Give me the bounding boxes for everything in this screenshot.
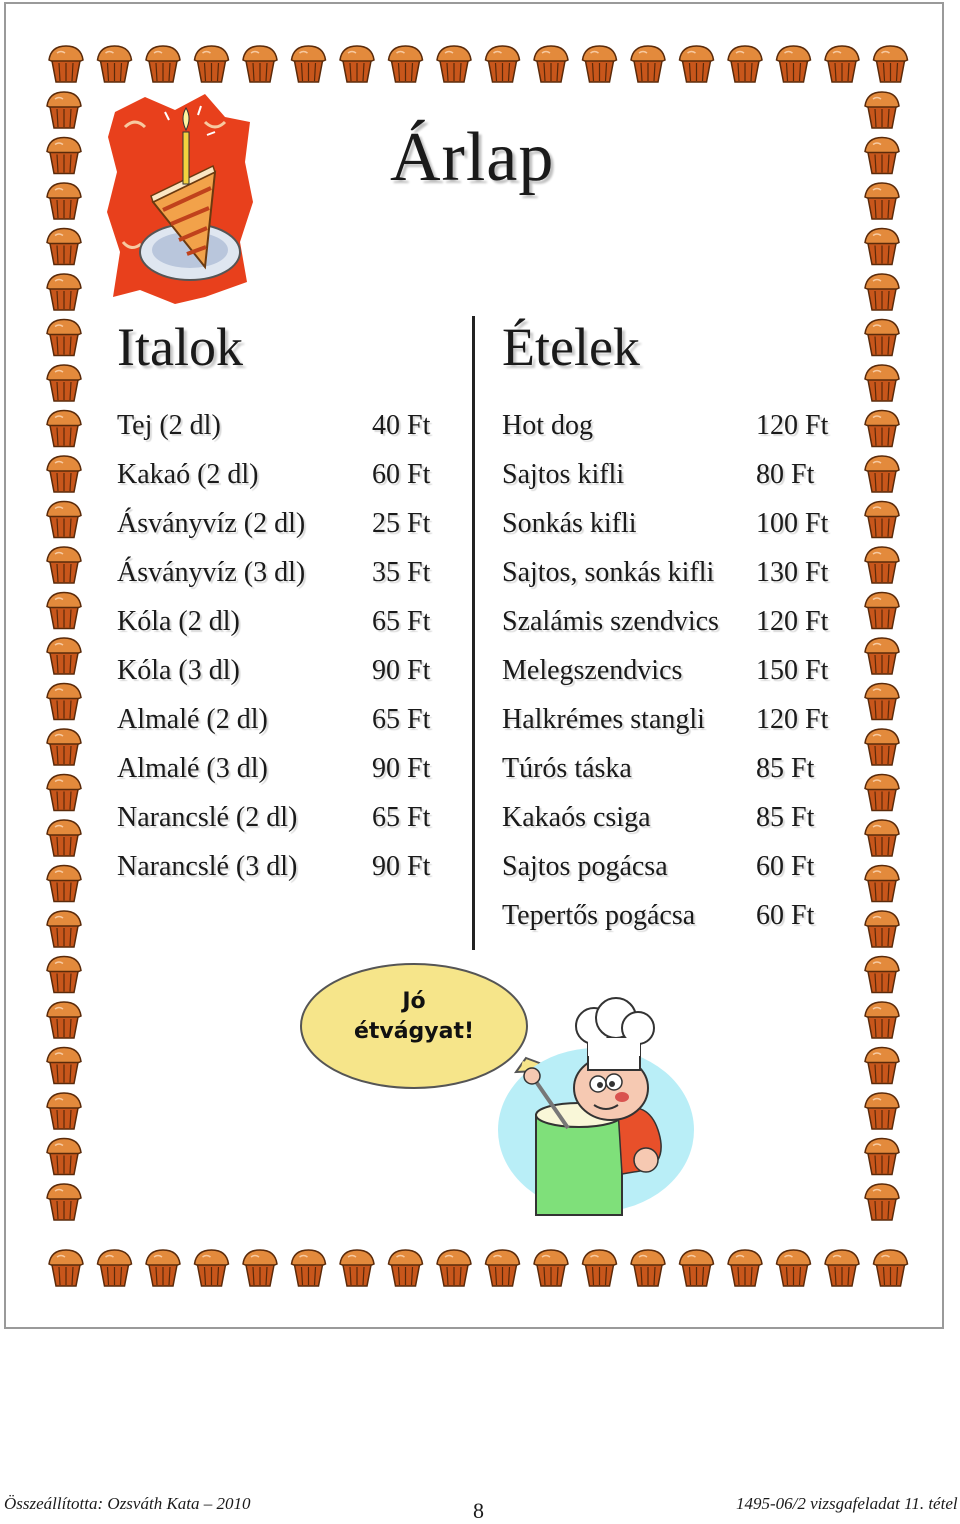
item-name: Hot dog bbox=[502, 410, 593, 441]
list-item bbox=[117, 851, 447, 900]
drinks-list bbox=[117, 410, 447, 900]
list-item bbox=[117, 655, 447, 704]
bubble-line-1: Jó bbox=[402, 989, 426, 1014]
list-item bbox=[502, 606, 852, 655]
item-name: Sajtos pogácsa bbox=[502, 851, 668, 882]
item-price: 60 Ft bbox=[756, 900, 815, 931]
item-name: Túrós táska bbox=[502, 753, 632, 784]
item-price: 90 Ft bbox=[372, 655, 431, 686]
item-name: Narancslé (3 dl) bbox=[117, 851, 298, 882]
item-price: 85 Ft bbox=[756, 802, 815, 833]
item-name: Tej (2 dl) bbox=[117, 410, 221, 441]
item-price: 65 Ft bbox=[372, 704, 431, 735]
page-number: 8 bbox=[473, 1498, 484, 1523]
item-price: 85 Ft bbox=[756, 753, 815, 784]
item-name: Tepertős pogácsa bbox=[502, 900, 696, 931]
item-name: Kakaó (2 dl) bbox=[117, 459, 259, 490]
item-name: Sajtos kifli bbox=[502, 459, 625, 490]
footer-author: Összeállította: Ozsváth Kata – 2010 bbox=[4, 1494, 251, 1513]
list-item bbox=[502, 508, 852, 557]
list-item bbox=[502, 459, 852, 508]
drinks-heading: Italok bbox=[117, 317, 243, 377]
list-item bbox=[117, 459, 447, 508]
list-item bbox=[117, 753, 447, 802]
item-name: Kóla (2 dl) bbox=[117, 606, 240, 637]
list-item bbox=[502, 900, 852, 949]
item-price: 120 Ft bbox=[756, 704, 829, 735]
item-price: 90 Ft bbox=[372, 753, 431, 784]
list-item bbox=[117, 704, 447, 753]
list-item bbox=[117, 508, 447, 557]
item-name: Sonkás kifli bbox=[502, 508, 637, 539]
page-title: Árlap bbox=[390, 119, 555, 196]
item-name: Szalámis szendvics bbox=[502, 606, 719, 637]
item-name: Halkrémes stangli bbox=[502, 704, 705, 735]
item-name: Melegszendvics bbox=[502, 655, 683, 686]
item-name: Narancslé (2 dl) bbox=[117, 802, 298, 833]
item-name: Ásványvíz (3 dl) bbox=[117, 557, 306, 588]
item-price: 35 Ft bbox=[372, 557, 431, 588]
list-item bbox=[502, 410, 852, 459]
list-item bbox=[502, 802, 852, 851]
item-name: Sajtos, sonkás kifli bbox=[502, 557, 715, 588]
list-item bbox=[117, 606, 447, 655]
item-price: 65 Ft bbox=[372, 802, 431, 833]
list-item bbox=[502, 704, 852, 753]
list-item bbox=[502, 655, 852, 704]
item-price: 100 Ft bbox=[756, 508, 829, 539]
footer-exam-id: 1495-06/2 vizsgafeladat 11. tétel bbox=[736, 1494, 958, 1513]
foods-list bbox=[502, 410, 852, 949]
list-item bbox=[502, 753, 852, 802]
list-item bbox=[502, 851, 852, 900]
item-price: 25 Ft bbox=[372, 508, 431, 539]
item-price: 60 Ft bbox=[372, 459, 431, 490]
list-item bbox=[502, 557, 852, 606]
item-price: 150 Ft bbox=[756, 655, 829, 686]
column-divider bbox=[472, 316, 475, 950]
item-price: 120 Ft bbox=[756, 410, 829, 441]
list-item bbox=[117, 557, 447, 606]
item-price: 60 Ft bbox=[756, 851, 815, 882]
item-price: 80 Ft bbox=[756, 459, 815, 490]
item-name: Almalé (3 dl) bbox=[117, 753, 268, 784]
birthday-cake-icon bbox=[105, 92, 255, 307]
item-price: 90 Ft bbox=[372, 851, 431, 882]
item-price: 40 Ft bbox=[372, 410, 431, 441]
item-price: 130 Ft bbox=[756, 557, 829, 588]
list-item bbox=[117, 802, 447, 851]
bubble-line-2: étvágyat! bbox=[353, 1019, 475, 1044]
item-name: Kakaós csiga bbox=[502, 802, 651, 833]
foods-heading: Ételek bbox=[502, 317, 640, 377]
list-item bbox=[117, 410, 447, 459]
item-name: Ásványvíz (2 dl) bbox=[117, 508, 306, 539]
item-price: 120 Ft bbox=[756, 606, 829, 637]
item-price: 65 Ft bbox=[372, 606, 431, 637]
item-name: Almalé (2 dl) bbox=[117, 704, 268, 735]
item-name: Kóla (3 dl) bbox=[117, 655, 240, 686]
